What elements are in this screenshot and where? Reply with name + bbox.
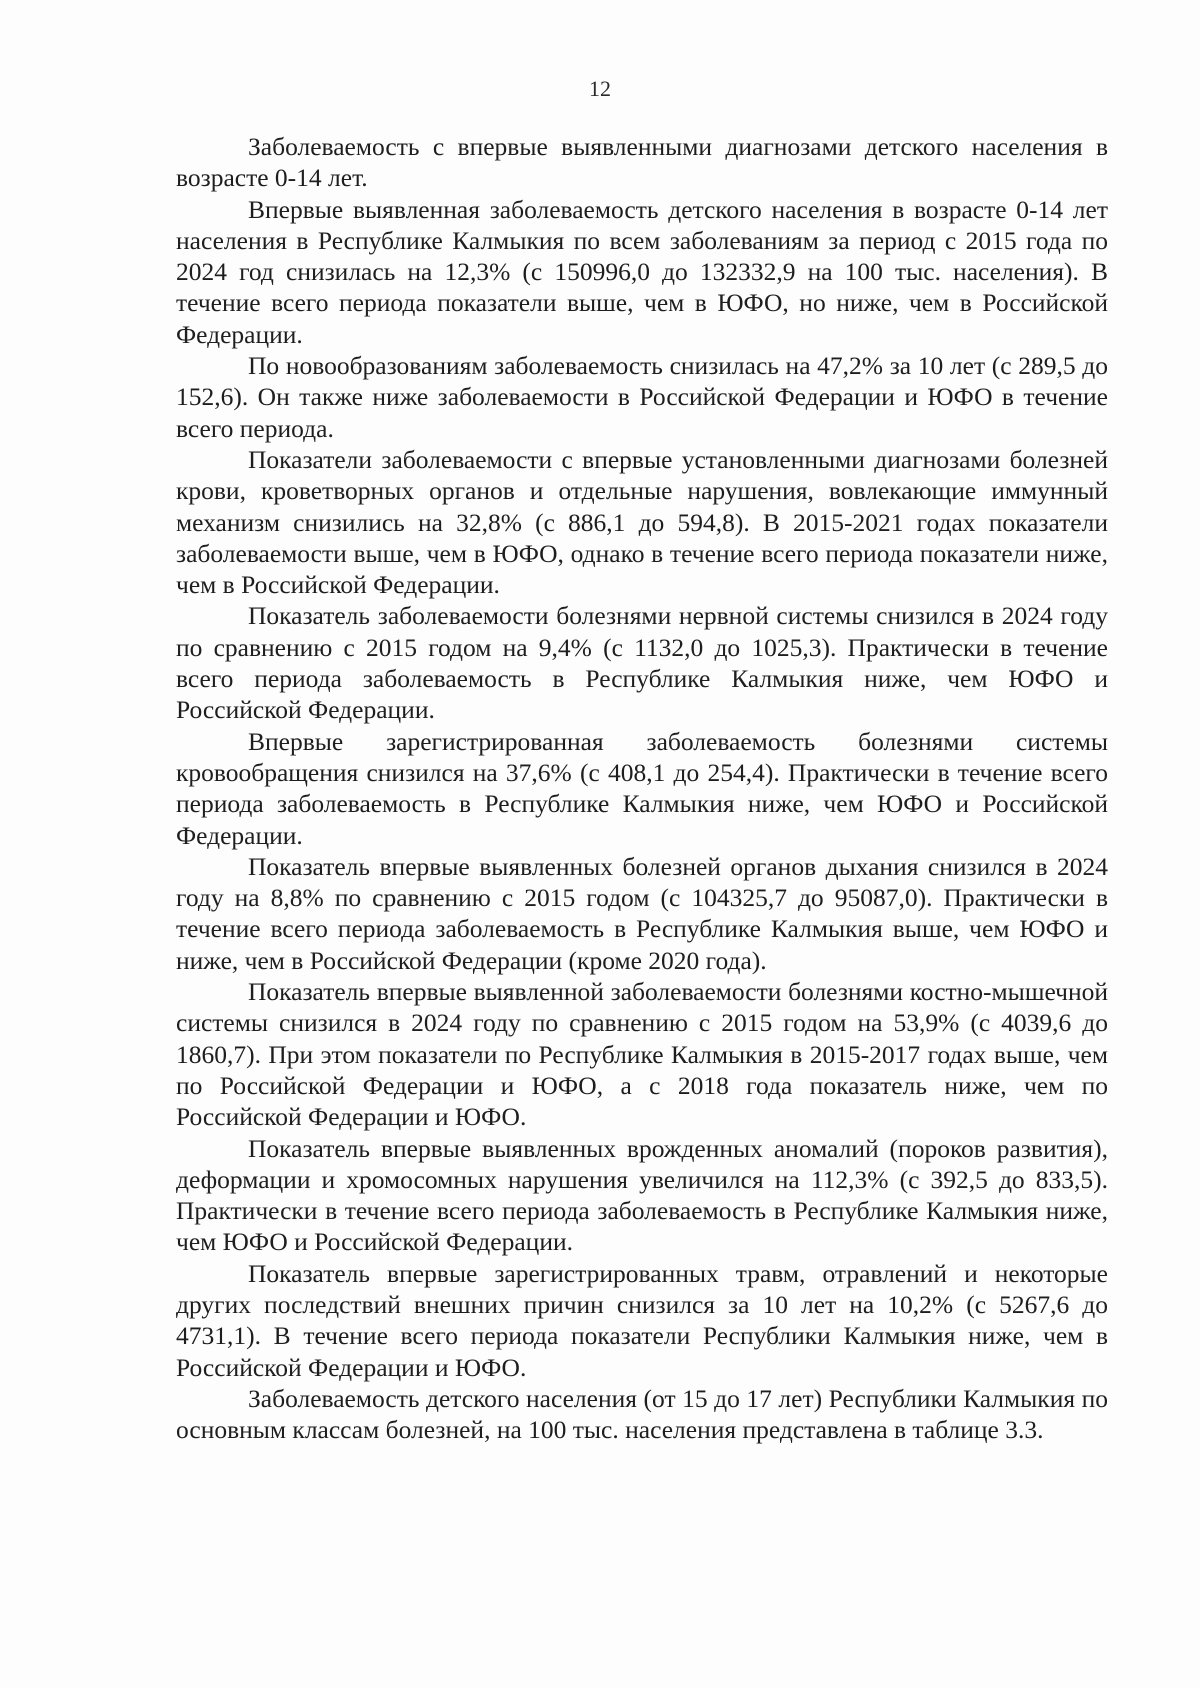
paragraph-musculoskeletal-system: Показатель впервые выявленной заболеваемости болезнями костно-мышечной системы снизился в 2024 году по сравнению с 2015 годом на 53,9% (с 4039,6 до 1860,7). При этом показатели по Республике Калмыкия в 2015-2017 годах выше, чем по Российской Федерации и ЮФО, а с 2018 года показатель ниже, чем по Российской Федерации и ЮФО.: [176, 977, 1108, 1132]
paragraph-blood-diseases: Показатели заболеваемости с впервые установленными диагнозами болезней крови, кроветворных органов и отдельные нарушения, вовлекающие иммунный механизм снизились на 32,8% (с 886,1 до 594,8). В 2015-2021 годах показатели заболеваемости выше, чем в ЮФО, однако в течение всего периода показатели ниже, чем в Российской Федерации.: [176, 444, 1108, 600]
paragraph-nervous-system: Показатель заболеваемости болезнями нервной системы снизился в 2024 году по сравнению с 2015 годом на 9,4% (с 1132,0 до 1025,3). Практически в течение всего периода заболеваемость в Республике Калмыкия ниже, чем ЮФО и Российской Федерации.: [176, 601, 1108, 725]
paragraph-congenital-anomalies: Показатель впервые выявленных врожденных аномалий (пороков развития), деформации и хромосомных нарушения увеличился на 112,3% (с 392,5 до 833,5). Практически в течение всего периода заболеваемость в Республике Калмыкия ниже, чем ЮФО и Российской Федерации.: [176, 1133, 1108, 1257]
paragraph-neoplasms: По новообразованиям заболеваемость снизилась на 47,2% за 10 лет (с 289,5 до 152,6). Он также ниже заболеваемости в Российской Федерации и ЮФО в течение всего периода.: [176, 351, 1108, 443]
document-body: [176, 131, 1108, 1445]
paragraph-morbidity-heading: Заболеваемость с впервые выявленными диагнозами детского населения в возрасте 0-14 лет.: [176, 132, 1108, 193]
paragraph-respiratory-system: Показатель впервые выявленных болезней органов дыхания снизился в 2024 году на 8,8% по сравнению с 2015 годом (с 104325,7 до 95087,0). Практически в течение всего периода заболеваемость в Республике Калмыкия выше, чем ЮФО и ниже, чем в Российской Федерации (кроме 2020 года).: [176, 851, 1108, 975]
paragraph-injuries-poisonings: Показатель впервые зарегистрированных травм, отравлений и некоторые других последствий внешних причин снизился за 10 лет на 10,2% (с 5267,6 до 4731,1). В течение всего периода показатели Республики Калмыкия ниже, чем в Российской Федерации и ЮФО.: [176, 1258, 1108, 1382]
paragraph-table-reference: Заболеваемость детского населения (от 15 до 17 лет) Республики Калмыкия по основным классам болезней, на 100 тыс. населения представлена в таблице 3.3.: [176, 1383, 1108, 1445]
paragraph-total-morbidity: Впервые выявленная заболеваемость детского населения в возрасте 0-14 лет населения в Республике Калмыкия по всем заболеваниям за период с 2015 года по 2024 год снизилась на 12,3% (с 150996,0 до 132332,9 на 100 тыс. населения). В течение всего периода показатели выше, чем в ЮФО, но ниже, чем в Российской Федерации.: [176, 194, 1108, 349]
paragraph-circulatory-system: Впервые зарегистрированная заболеваемость болезнями системы кровообращения снизился на 37,6% (с 408,1 до 254,4). Практически в течение всего периода заболеваемость в Республике Калмыкия ниже, чем ЮФО и Российской Федерации.: [176, 726, 1108, 850]
page-number: 12: [589, 76, 611, 101]
